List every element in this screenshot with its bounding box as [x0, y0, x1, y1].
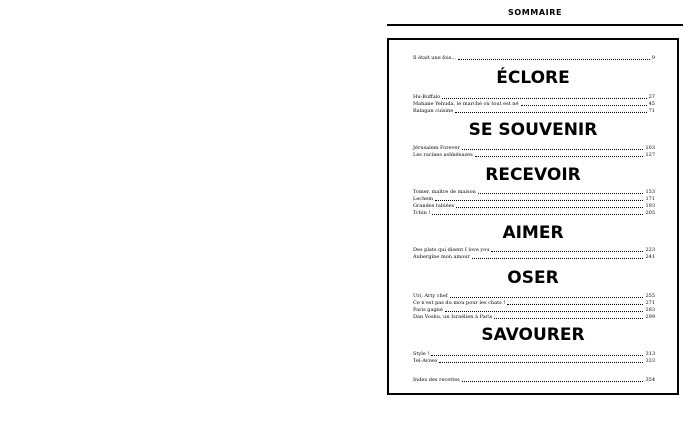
leader-dots: [455, 112, 646, 113]
toc-entry-title: Mahane Yehuda, le marché où tout est né: [413, 101, 519, 107]
toc-entry-page: 127: [645, 152, 655, 158]
toc-entry-title: Il était une fois...: [413, 55, 457, 61]
page-title: SOMMAIRE: [507, 8, 563, 17]
leader-dots: [475, 156, 644, 157]
section-title-savourer: SAVOURER: [481, 325, 585, 345]
toc-entry-index[interactable]: [413, 375, 655, 383]
leader-dots: [462, 381, 644, 382]
toc-entry-page: 9: [651, 55, 655, 61]
toc-entry-title: Des plats qui disent I love you: [413, 247, 490, 253]
toc-entry-page: 193: [645, 203, 655, 209]
toc-entry-page: 255: [645, 293, 655, 299]
leader-dots: [472, 258, 644, 259]
toc-entry-title: Style !: [413, 351, 430, 357]
leader-dots: [494, 318, 643, 319]
toc-entry-page: 333: [645, 358, 655, 364]
toc-entry-title: Tomer, maître de maison: [413, 189, 476, 195]
toc-entry-page: 354: [645, 377, 655, 383]
toc-entry-page: 171: [645, 196, 655, 202]
section-title-oser: OSER: [507, 268, 559, 288]
toc-entry-title: Balagan cuisine: [413, 108, 454, 114]
toc-entry-page: 223: [645, 247, 655, 253]
toc-entry[interactable]: [413, 150, 655, 158]
toc-entry-page: 27: [648, 94, 655, 100]
toc-entry-title: Tel-Aviwe: [413, 358, 438, 364]
toc-entry[interactable]: [413, 356, 655, 364]
toc-entry-page: 241: [645, 254, 655, 260]
toc-entry-title: Tchin !: [413, 210, 431, 216]
header-rule: [387, 24, 683, 26]
leader-dots: [432, 214, 643, 215]
toc-entry[interactable]: [413, 106, 655, 114]
toc-entry-title: Hu-Buffalo: [413, 94, 441, 100]
toc-entry-title: Paris gagné: [413, 307, 443, 313]
toc-entry-title: Uri, Arty chef: [413, 293, 448, 299]
section-title-recevoir: RECEVOIR: [485, 165, 581, 185]
section-title-se-souvenir: SE SOUVENIR: [468, 120, 598, 140]
toc-entry-title: Aubergine mon amour: [413, 254, 470, 260]
toc-entry-title: Grandes tablées: [413, 203, 455, 209]
toc-entry-title: Jérusalem Forever: [413, 145, 460, 151]
toc-entry[interactable]: [413, 252, 655, 260]
toc-entry-page: 45: [648, 101, 655, 107]
leader-dots: [458, 59, 650, 60]
toc-entry-page: 71: [648, 108, 655, 114]
table-of-contents: [387, 38, 679, 395]
toc-entry-page: 153: [645, 189, 655, 195]
toc-entry-page: 205: [645, 210, 655, 216]
toc-entry-page: 299: [645, 314, 655, 320]
toc-entry-title: Index des recettes: [413, 377, 460, 383]
toc-entry[interactable]: [413, 208, 655, 216]
toc-entry[interactable]: [413, 312, 655, 320]
toc-entry-title: Ce n'est pas du mou pour les chats !: [413, 300, 506, 306]
toc-entry-page: 103: [645, 145, 655, 151]
toc-entry-title: Lechem: [413, 196, 433, 202]
toc-entry-page: 283: [645, 307, 655, 313]
toc-entry-intro[interactable]: [413, 53, 655, 61]
toc-entry-title: Les racines ashkénazes: [413, 152, 473, 158]
toc-entry-page: 313: [645, 351, 655, 357]
section-title-eclore: ÉCLORE: [496, 68, 570, 88]
toc-entry-title: Dan Voshu, un Israélien à Paris: [413, 314, 493, 320]
toc-entry-page: 271: [645, 300, 655, 306]
leader-dots: [439, 362, 643, 363]
section-title-aimer: AIMER: [502, 223, 564, 243]
